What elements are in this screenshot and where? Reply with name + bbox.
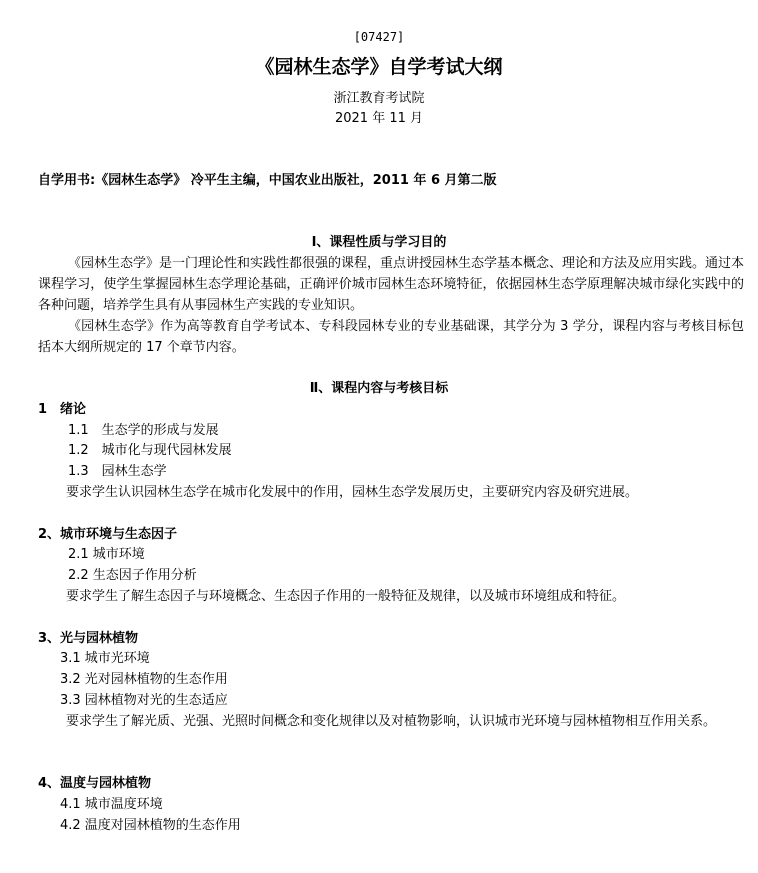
chapter-2-requirement: 要求学生了解生态因子与环境概念、生态因子作用的一般特征及规律，以及城市环境组成和特征。: [66, 589, 626, 604]
subsection-2-2: 2.2 生态因子作用分析: [68, 568, 197, 583]
subsection-1-1: 1.1 生态学的形成与发展: [68, 423, 219, 438]
section-heading-2: Ⅱ、课程内容与考核目标: [309, 381, 449, 396]
subsection-2-1: 2.1 城市环境: [68, 547, 145, 562]
issue-date: 2021 年 11 月: [334, 111, 424, 126]
subsection-1-3: 1.3 园林生态学: [68, 464, 167, 479]
subsection-4-1: 4.1 城市温度环境: [60, 797, 163, 812]
chapter-3-requirement: 要求学生了解光质、光强、光照时间概念和变化规律以及对植物影响，认识城市光环境与园林植物相互作用关系。: [66, 714, 717, 729]
subsection-3-1: 3.1 城市光环境: [60, 651, 150, 666]
chapter-1-requirement: 要求学生认识园林生态学在城市化发展中的作用，园林生态学发展历史，主要研究内容及研究进展。: [66, 485, 639, 500]
paragraph-course-credits: 《园林生态学》作为高等教育自学考试本、专科段园林专业的专业基础课，其学分为 3 学分，课程内容与考核目标包括本大纲所规定的 17 个章节内容。: [38, 319, 744, 355]
textbook-info: 自学用书:《园林生态学》 冷平生主编，中国农业出版社，2011 年 6 月第二版: [38, 173, 497, 188]
paragraph-course-nature: 《园林生态学》是一门理论性和实践性都很强的课程，重点讲授园林生态学基本概念、理论和方法及应用实践。通过本课程学习，使学生掌握园林生态学理论基础，正确评价城市园林生态环境特征，依据园林生态学原理解决城市绿化实践中的各种问题，培养学生具有从事园林生产实践的专业知识。: [38, 256, 745, 313]
subsection-3-3: 3.3 园林植物对光的生态适应: [60, 693, 228, 708]
chapter-title-4: 4、温度与园林植物: [38, 776, 152, 791]
course-code: [07427]: [353, 30, 405, 44]
section-heading-1: Ⅰ、课程性质与学习目的: [311, 235, 447, 250]
chapter-title-3: 3、光与园林植物: [38, 631, 139, 646]
subsection-1-2: 1.2 城市化与现代园林发展: [68, 443, 232, 458]
chapter-title-2: 2、城市环境与生态因子: [38, 527, 178, 542]
document-title: 《园林生态学》自学考试大纲: [255, 56, 503, 78]
chapter-title-1: 1 绪论: [38, 402, 87, 417]
subsection-4-2: 4.2 温度对园林植物的生态作用: [60, 818, 241, 833]
issuing-organization: 浙江教育考试院: [333, 91, 425, 106]
subsection-3-2: 3.2 光对园林植物的生态作用: [60, 672, 228, 687]
